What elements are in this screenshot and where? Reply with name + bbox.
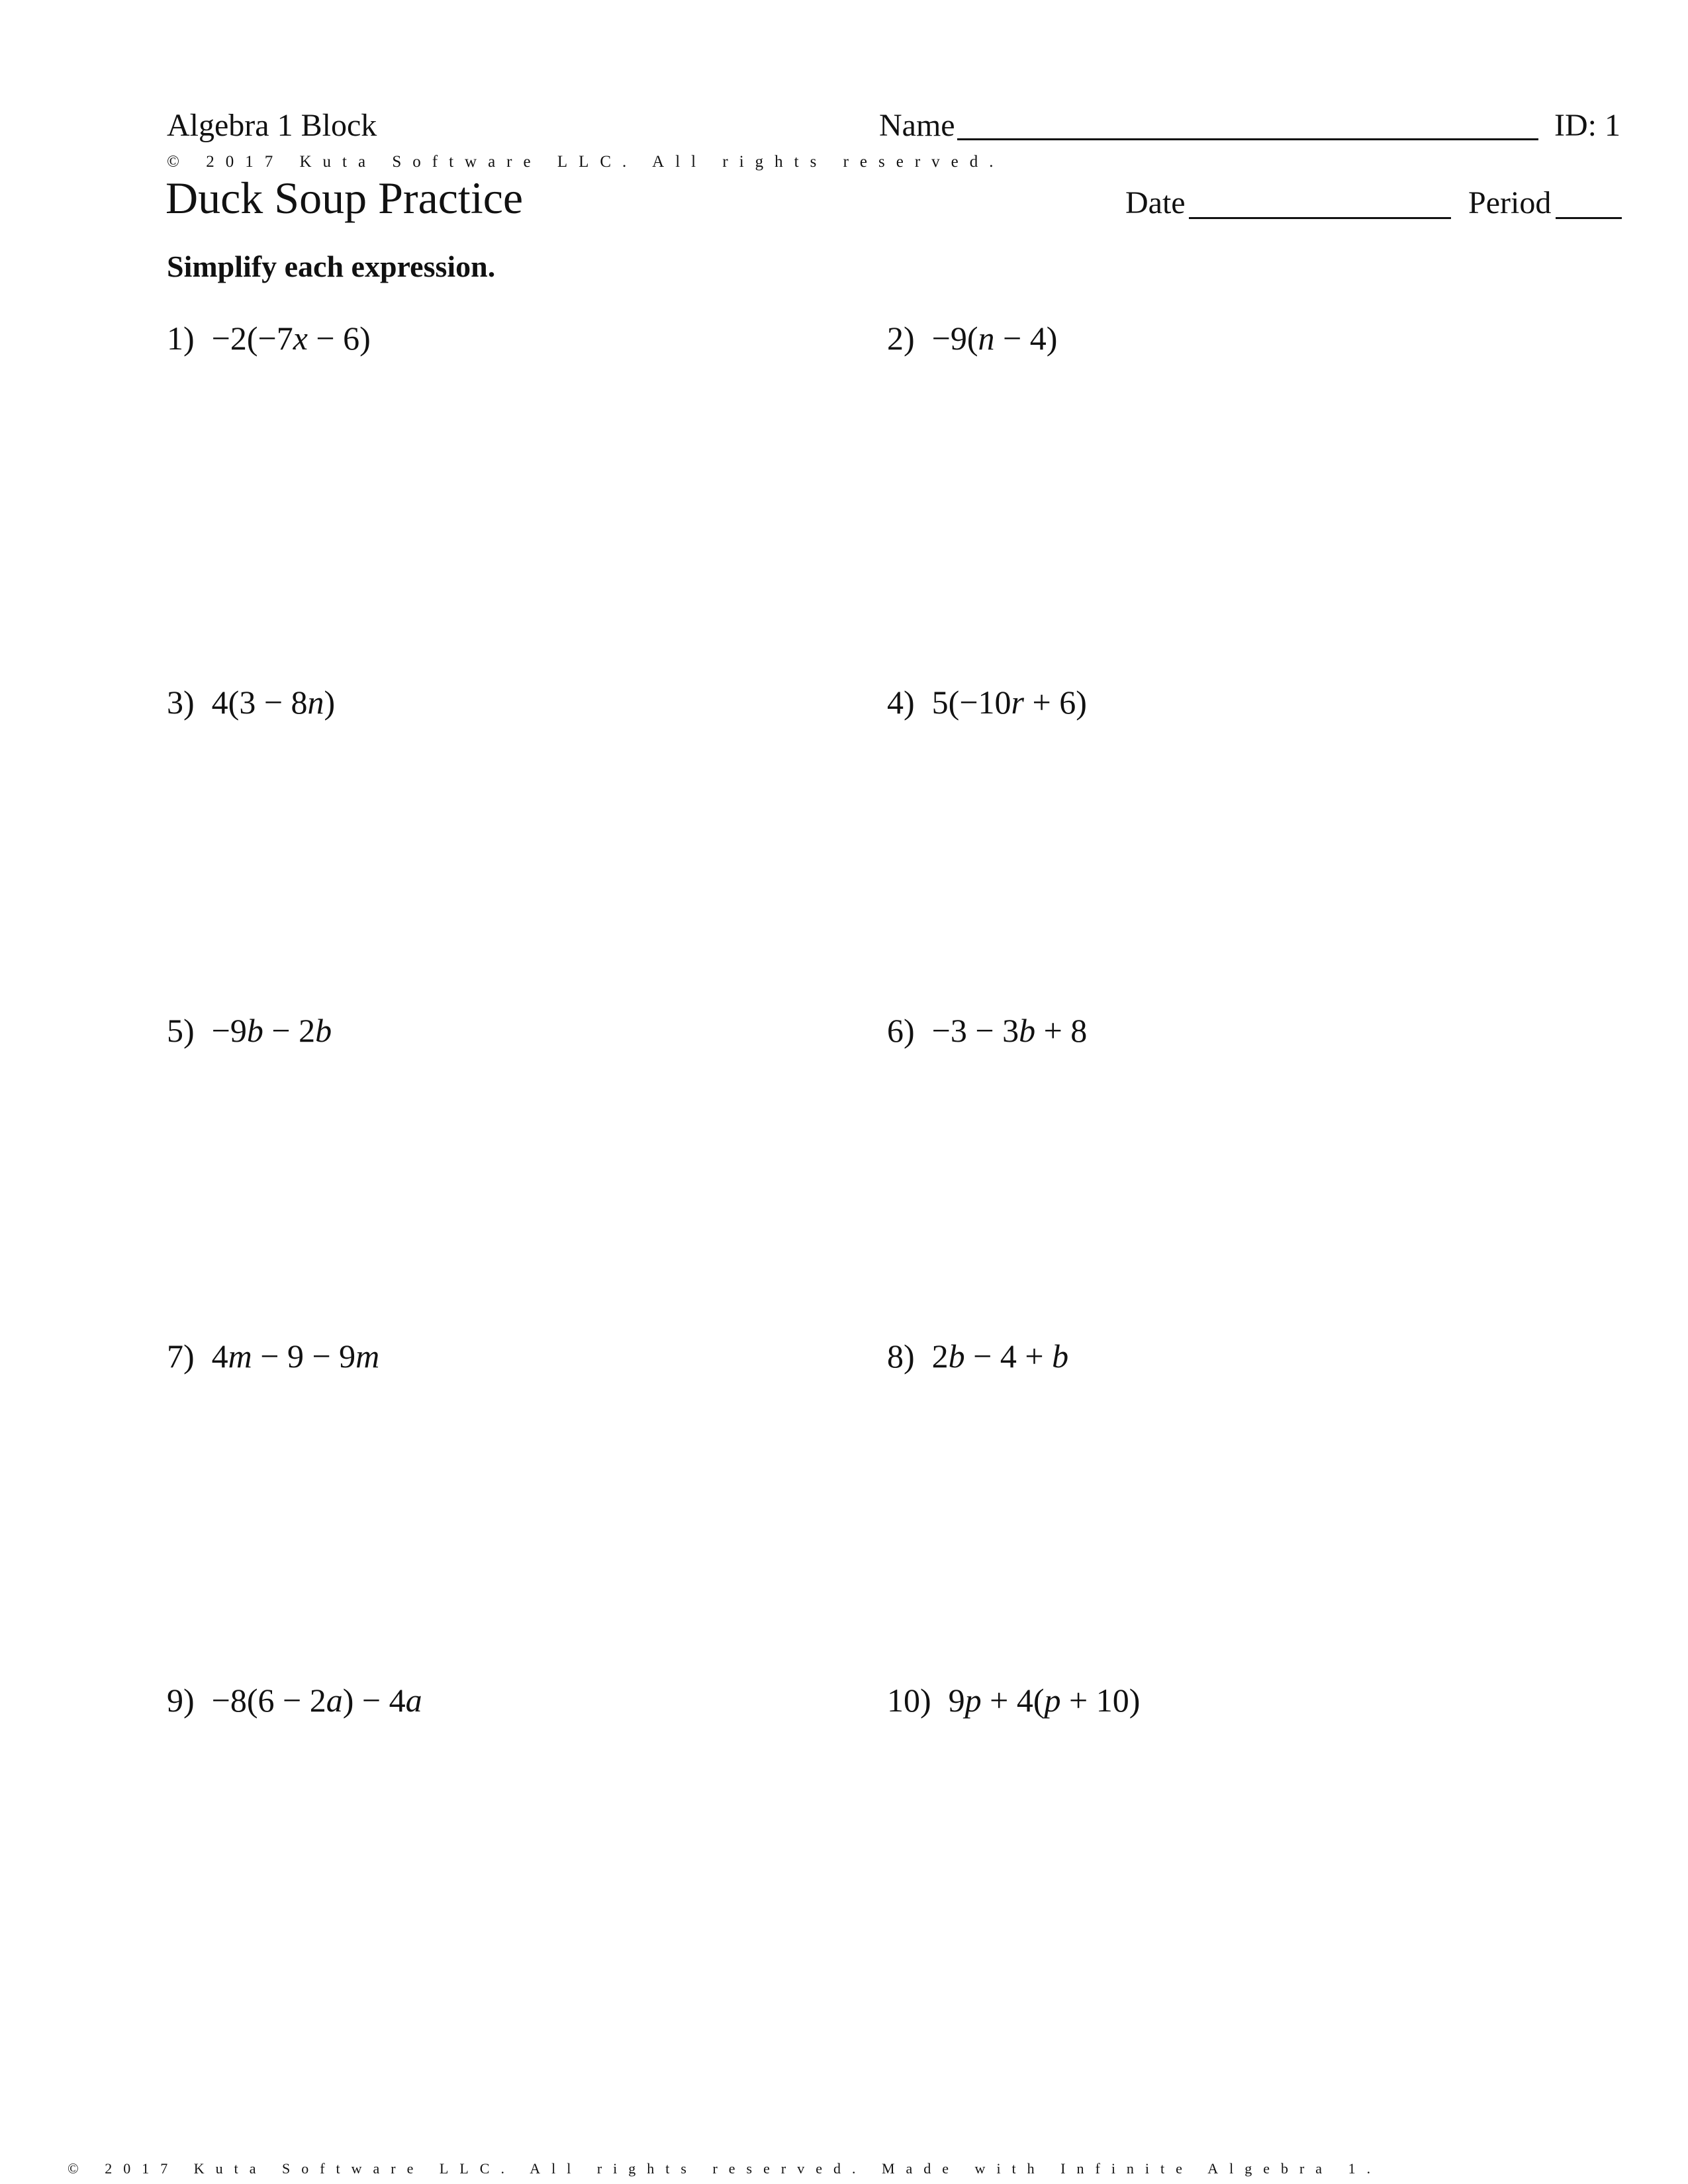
problem-expression: 4m − 9 − 9m [211, 1338, 380, 1375]
problem-expression: −9b − 2b [211, 1012, 332, 1049]
problem-9 [167, 1684, 422, 1717]
date-label: Date [1125, 185, 1186, 220]
problem-3 [167, 686, 335, 719]
footer-copyright: © 2017 Kuta Software LLC. All rights reserved. Made with Infinite Algebra 1. [68, 2160, 1382, 2177]
problem-number: 7) [167, 1338, 195, 1375]
problem-number: 5) [167, 1012, 195, 1049]
name-blank[interactable] [957, 138, 1538, 140]
period-label: Period [1468, 185, 1552, 220]
id-label: ID: 1 [1554, 108, 1620, 143]
problem-8 [887, 1340, 1068, 1373]
problem-expression: 9p + 4(p + 10) [948, 1682, 1141, 1719]
problem-6 [887, 1014, 1087, 1047]
problem-1 [167, 322, 371, 355]
problem-expression: −2(−7x − 6) [211, 320, 371, 357]
problem-number: 6) [887, 1012, 915, 1049]
copyright-notice: © 2017 Kuta Software LLC. All rights reserved. [167, 153, 1005, 171]
problem-10 [887, 1684, 1140, 1717]
problem-number: 4) [887, 684, 915, 721]
problem-7 [167, 1340, 379, 1373]
problem-number: 3) [167, 684, 195, 721]
date-blank[interactable] [1189, 217, 1451, 219]
problem-number: 2) [887, 320, 915, 357]
problem-expression: −9(n − 4) [931, 320, 1058, 357]
problem-5 [167, 1014, 332, 1047]
problem-number: 9) [167, 1682, 195, 1719]
problem-expression: 4(3 − 8n) [211, 684, 336, 721]
problem-expression: 5(−10r + 6) [931, 684, 1087, 721]
problem-number: 10) [887, 1682, 931, 1719]
problem-expression: −3 − 3b + 8 [931, 1012, 1088, 1049]
problem-expression: 2b − 4 + b [931, 1338, 1069, 1375]
problem-4 [887, 686, 1087, 719]
problem-expression: −8(6 − 2a) − 4a [211, 1682, 422, 1719]
period-blank[interactable] [1556, 217, 1622, 219]
worksheet-title: Duck Soup Practice [165, 173, 524, 223]
problem-number: 1) [167, 320, 195, 357]
instructions: Simplify each expression. [167, 250, 496, 283]
problem-number: 8) [887, 1338, 915, 1375]
course-title: Algebra 1 Block [167, 108, 377, 143]
problem-2 [887, 322, 1057, 355]
name-label: Name [879, 108, 955, 143]
